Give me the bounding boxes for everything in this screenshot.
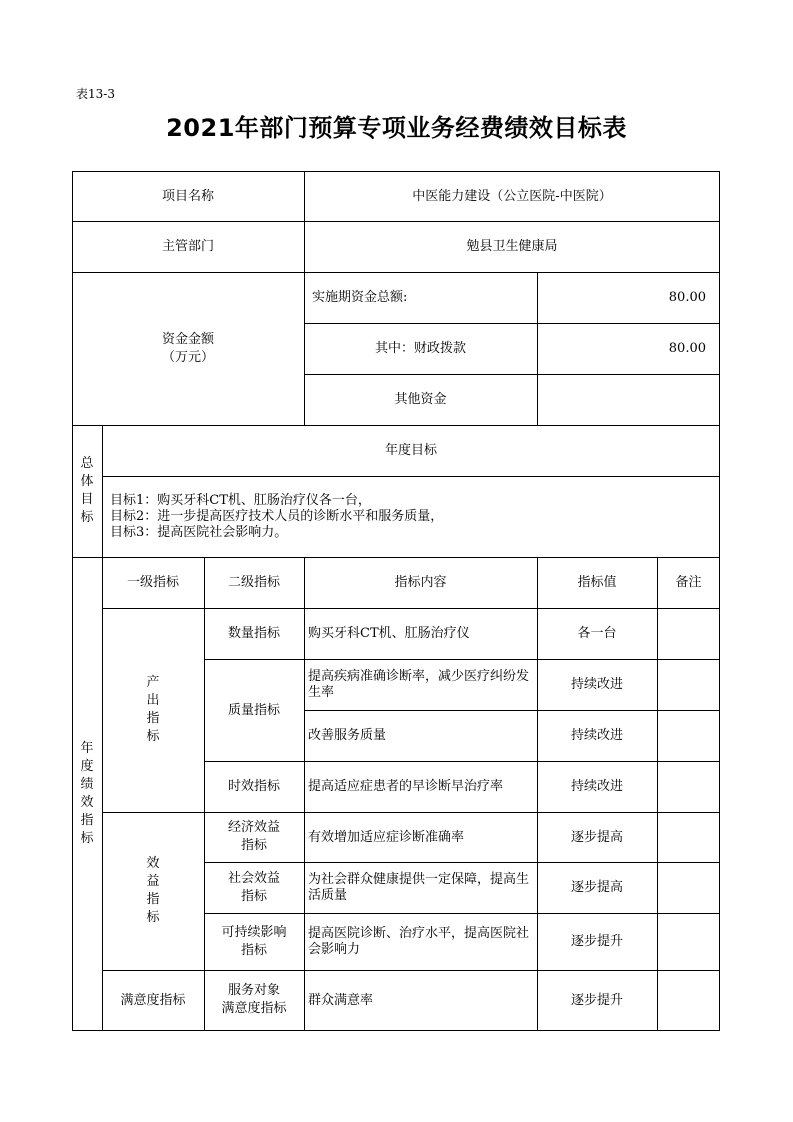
project-name-label: 项目名称 (161, 188, 214, 204)
sustainable-indicator-content (304, 913, 537, 970)
side-char: 总 (80, 456, 94, 471)
content-line: 提高疾病准确诊断率，减少医疗纠纷发 (308, 668, 530, 684)
output-indicator-label (102, 608, 204, 812)
label-char: 益 (146, 874, 160, 889)
label-line: 社会效益 (227, 870, 280, 886)
label-line: 指标 (240, 942, 267, 958)
side-char: 标 (80, 510, 94, 525)
header-note: 备注 (675, 575, 702, 590)
sustainable-indicator-label (204, 913, 304, 970)
quality-indicator-content-1 (304, 659, 537, 710)
side-char: 度 (80, 758, 94, 774)
label-char: 效 (146, 856, 160, 871)
label-line: 指标 (240, 888, 267, 904)
timeliness-indicator-content: 提高适应症患者的早诊断早治疗率 (308, 779, 504, 794)
label-char: 标 (146, 910, 160, 925)
content-line: 活质量 (308, 887, 348, 903)
satisfaction-indicator-label: 满意度指标 (120, 992, 186, 1008)
annual-goal-list (102, 476, 720, 557)
side-char: 效 (80, 794, 94, 810)
quality-indicator-value-2: 持续改进 (570, 728, 623, 743)
side-char: 体 (80, 474, 94, 489)
label-line: 可持续影响 (221, 924, 287, 940)
satisfaction-indicator-content: 群众满意率 (308, 992, 374, 1008)
quality-indicator-label: 质量指标 (227, 702, 280, 718)
funds-label-line1: 资金金额 (161, 331, 214, 347)
timeliness-indicator-label: 时效指标 (227, 779, 280, 794)
content-line: 生率 (308, 684, 335, 700)
label-char: 产 (146, 675, 160, 690)
side-char: 绩 (80, 776, 94, 792)
goal-item: 目标3：提高医院社会影响力。 (110, 524, 288, 540)
fiscal-funds-value: 80.00 (668, 341, 706, 356)
funds-label (72, 272, 304, 425)
goal-item: 目标1：购买牙科CT机、肛肠治疗仪各一台， (110, 492, 371, 508)
total-funds-value: 80.00 (668, 290, 706, 305)
label-line: 经济效益 (227, 820, 280, 835)
side-char: 标 (80, 830, 94, 846)
economic-indicator-content: 有效增加适应症诊断准确率 (308, 829, 465, 845)
side-char: 年 (80, 740, 94, 756)
label-line: 指标 (240, 838, 267, 853)
quality-indicator-value-1: 持续改进 (570, 677, 623, 692)
quantity-indicator-value: 各一台 (577, 626, 617, 641)
department-value: 勉县卫生健康局 (466, 239, 558, 254)
benefit-indicator-label (102, 812, 204, 970)
goal-item: 目标2：进一步提高医疗技术人员的诊断水平和服务质量， (110, 508, 444, 524)
label-line: 满意度指标 (221, 1001, 287, 1016)
other-funds-value (537, 374, 720, 425)
annual-indicator-side-label (72, 557, 102, 1030)
document-title: 2021年部门预算专项业务经费绩效目标表 (166, 114, 627, 142)
project-name-value: 中医能力建设（公立医院-中医院） (412, 188, 612, 204)
quantity-indicator-content: 购买牙科CT机、肛肠治疗仪 (308, 626, 470, 641)
fiscal-funds-label: 其中：财政拨款 (374, 341, 466, 356)
label-line: 服务对象 (227, 983, 280, 998)
header-level2: 二级指标 (227, 575, 280, 590)
label-char: 标 (146, 729, 160, 744)
quantity-indicator-label: 数量指标 (227, 626, 280, 641)
label-char: 指 (146, 711, 160, 726)
social-indicator-value: 逐步提高 (570, 880, 623, 895)
service-satisfaction-label (204, 970, 304, 1030)
header-value: 指标值 (577, 575, 617, 590)
economic-indicator-value: 逐步提高 (570, 829, 623, 845)
social-indicator-content (304, 862, 537, 913)
table-number: 表13-3 (76, 87, 115, 101)
other-funds-label: 其他资金 (394, 392, 447, 407)
content-line: 提高医院诊断、治疗水平，提高医院社 (308, 925, 530, 941)
timeliness-indicator-value: 持续改进 (570, 779, 623, 794)
label-char: 出 (146, 693, 160, 708)
total-funds-label: 实施期资金总额: (312, 290, 408, 305)
department-label: 主管部门 (161, 239, 214, 254)
annual-goal-header: 年度目标 (384, 443, 437, 458)
label-char: 指 (146, 892, 160, 907)
sustainable-indicator-value: 逐步提升 (570, 934, 623, 949)
content-line: 会影响力 (308, 941, 361, 957)
side-char: 目 (80, 492, 94, 507)
funds-label-line2: （万元） (161, 349, 214, 365)
header-level1: 一级指标 (126, 575, 179, 590)
economic-indicator-label (204, 812, 304, 862)
header-content: 指标内容 (394, 575, 447, 590)
side-char: 指 (80, 812, 94, 828)
satisfaction-indicator-value: 逐步提升 (570, 992, 623, 1008)
quality-indicator-content-2: 改善服务质量 (308, 728, 387, 743)
overall-goal-side-label (72, 425, 102, 557)
content-line: 为社会群众健康提供一定保障，提高生 (308, 871, 530, 887)
social-indicator-label (204, 862, 304, 913)
